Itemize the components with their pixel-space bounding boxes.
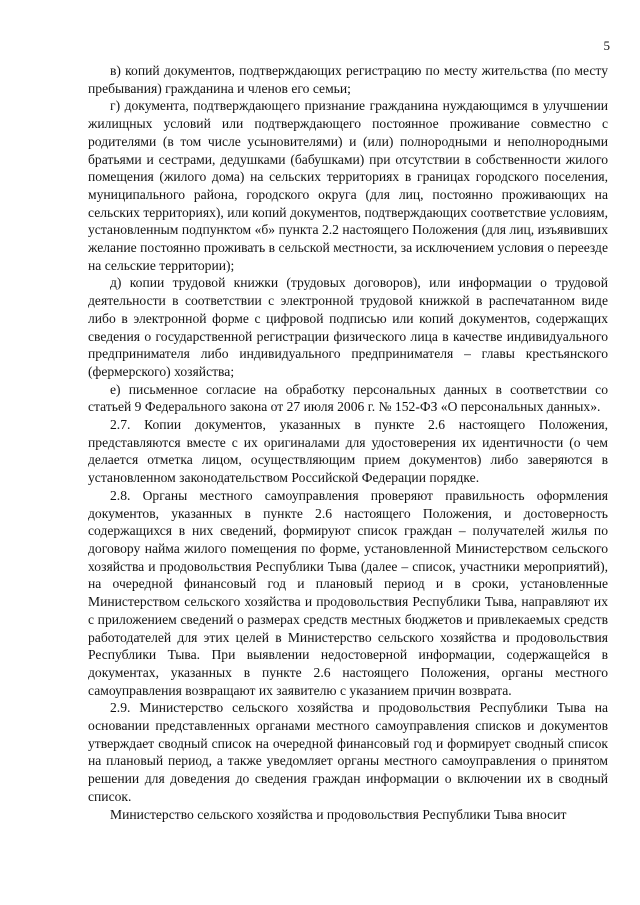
paragraph-item-d: д) копии трудовой книжки (трудовых договоров), или информации о трудовой деятельности в соответствии с электронной трудовой книжкой в распечатанном виде либо в электронной форме с цифровой подписью или копий документов, содержащих сведения о государственной регистрации физического лица в качестве индивидуального предпринимателя либо индивидуального предпринимателя – главы крестьянского (фермерского) хозяйства; bbox=[88, 275, 608, 379]
page-number: 5 bbox=[603, 38, 610, 53]
paragraph-item-e: е) письменное согласие на обработку персональных данных в соответствии со статьей 9 Федерального закона от 27 июля 2006 г. № 152-ФЗ «О персональных данных». bbox=[88, 381, 608, 415]
paragraph-item-v: в) копий документов, подтверждающих регистрацию по месту жительства (по месту пребывания) гражданина и членов его семьи; bbox=[88, 63, 608, 96]
paragraph-2-8: 2.8. Органы местного самоуправления проверяют правильность оформления документов, указанных в пункте 2.6 настоящего Положения, и достоверность содержащихся в них сведений, формируют список граждан – получателей жилья по договору найма жилого помещения по форме, установленной Министерством сельского хозяйства и продовольствия Республики Тыва (далее – список, участники мероприятий), на очередной финансовый год и плановый период и в сроки, установленные Министерством сельского хозяйства и продовольствия Республики Тыва, направляют их с приложением сведений о размерах средств местных бюджетов и привлекаемых средств работодателей для этих целей в Министерство сельского хозяйства и продовольствия Республики Тыва. При выявлении недостоверной информации, содержащейся в документах, указанных в пункте 2.6 настоящего Положения, органы местного самоуправления возвращают их заявителю с указанием причин возврата. bbox=[88, 487, 608, 698]
paragraph-item-g: г) документа, подтверждающего признание гражданина нуждающимся в улучшении жилищных условий или подтверждающего постоянное проживание совместно с родителями (в том числе усыновителями) и (или) полнородными и неполнородными братьями и сестрами, дедушками (бабушками) при отсутствии в собственности жилого помещения (жилого дома) на сельских территориях в границах городского поселения, муниципального района, городского округа (для лиц, постоянно проживающих на сельских территориях), или копий документов, подтверждающих соответствие условиям, установленным подпунктом «б» пункта 2.2 настоящего Положения (для лиц, изъявивших желание постоянно проживать в сельской местности, за исключением условия о переезде на сельские территории); bbox=[88, 98, 608, 273]
paragraph-2-9: 2.9. Министерство сельского хозяйства и продовольствия Республики Тыва на основании представленных органами местного самоуправления списков и документов утверждает сводный список на очередной финансовый год и формирует сводный список на плановый период, а также уведомляет органы местного самоуправления о принятом решении для доведения до сведения граждан информации о включении их в сводный список. bbox=[88, 700, 608, 804]
document-body bbox=[88, 62, 608, 823]
paragraph-2-7: 2.7. Копии документов, указанных в пункте 2.6 настоящего Положения, представляются вместе с их оригиналами для удостоверения их идентичности (о чем делается отметка лицом, осуществляющим прием документов) либо заверяются в установленном законодательством Российской Федерации порядке. bbox=[88, 417, 608, 486]
paragraph-continuation: Министерство сельского хозяйства и продовольствия Республики Тыва вносит bbox=[110, 806, 567, 822]
